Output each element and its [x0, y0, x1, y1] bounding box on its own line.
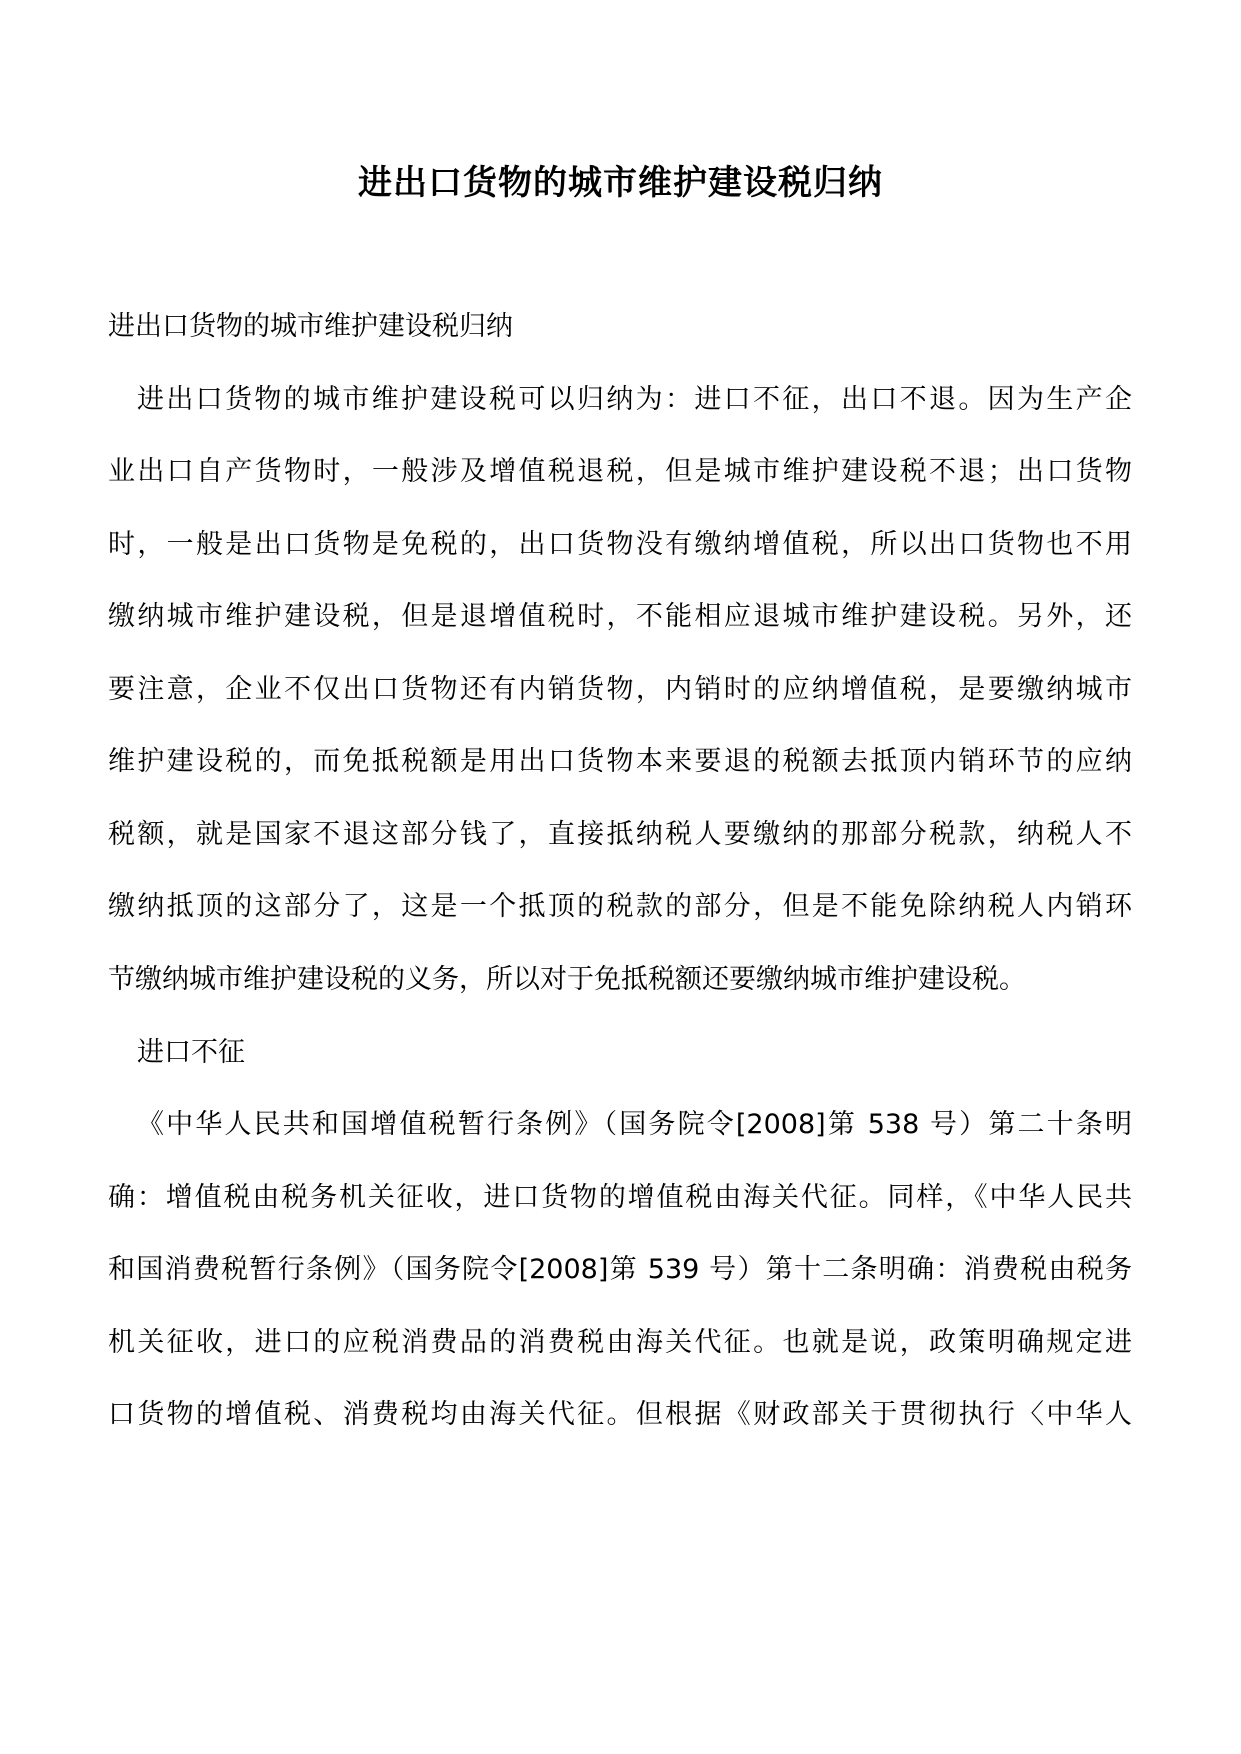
paragraph-1-line: 时，一般是出口货物是免税的，出口货物没有缴纳增值税，所以出口货物也不用 — [108, 529, 1132, 560]
paragraph-1-line: 维护建设税的，而免抵税额是用出口货物本来要退的税额去抵顶内销环节的应纳 — [108, 746, 1132, 777]
paragraph-2-line: 确：增值税由税务机关征收，进口货物的增值税由海关代征。同样，《中华人民共 — [108, 1182, 1132, 1213]
document-subtitle: 进出口货物的城市维护建设税归纳 — [108, 311, 513, 342]
paragraph-2-line: 《中华人民共和国增值税暂行条例》（国务院令[2008]第 538 号）第二十条明 — [137, 1109, 1132, 1140]
paragraph-1-line: 缴纳城市维护建设税，但是退增值税时，不能相应退城市维护建设税。另外，还 — [108, 601, 1132, 632]
section-heading: 进口不征 — [137, 1037, 245, 1068]
document-title: 进出口货物的城市维护建设税归纳 — [358, 163, 883, 203]
paragraph-2-line: 机关征收，进口的应税消费品的消费税由海关代征。也就是说，政策明确规定进 — [108, 1327, 1132, 1358]
paragraph-1-line: 缴纳抵顶的这部分了，这是一个抵顶的税款的部分，但是不能免除纳税人内销环 — [108, 891, 1132, 922]
paragraph-1-line: 业出口自产货物时，一般涉及增值税退税，但是城市维护建设税不退；出口货物 — [108, 456, 1132, 487]
paragraph-1-line: 节缴纳城市维护建设税的义务，所以对于免抵税额还要缴纳城市维护建设税。 — [108, 964, 1026, 995]
paragraph-1-line: 进出口货物的城市维护建设税可以归纳为：进口不征，出口不退。因为生产企 — [137, 384, 1132, 415]
paragraph-1-line: 要注意，企业不仅出口货物还有内销货物，内销时的应纳增值税，是要缴纳城市 — [108, 674, 1132, 705]
paragraph-2-line: 口货物的增值税、消费税均由海关代征。但根据《财政部关于贯彻执行〈中华人 — [108, 1399, 1132, 1430]
paragraph-2-line: 和国消费税暂行条例》（国务院令[2008]第 539 号）第十二条明确：消费税由税务 — [108, 1254, 1132, 1285]
paragraph-1-line: 税额，就是国家不退这部分钱了，直接抵纳税人要缴纳的那部分税款，纳税人不 — [108, 819, 1132, 850]
